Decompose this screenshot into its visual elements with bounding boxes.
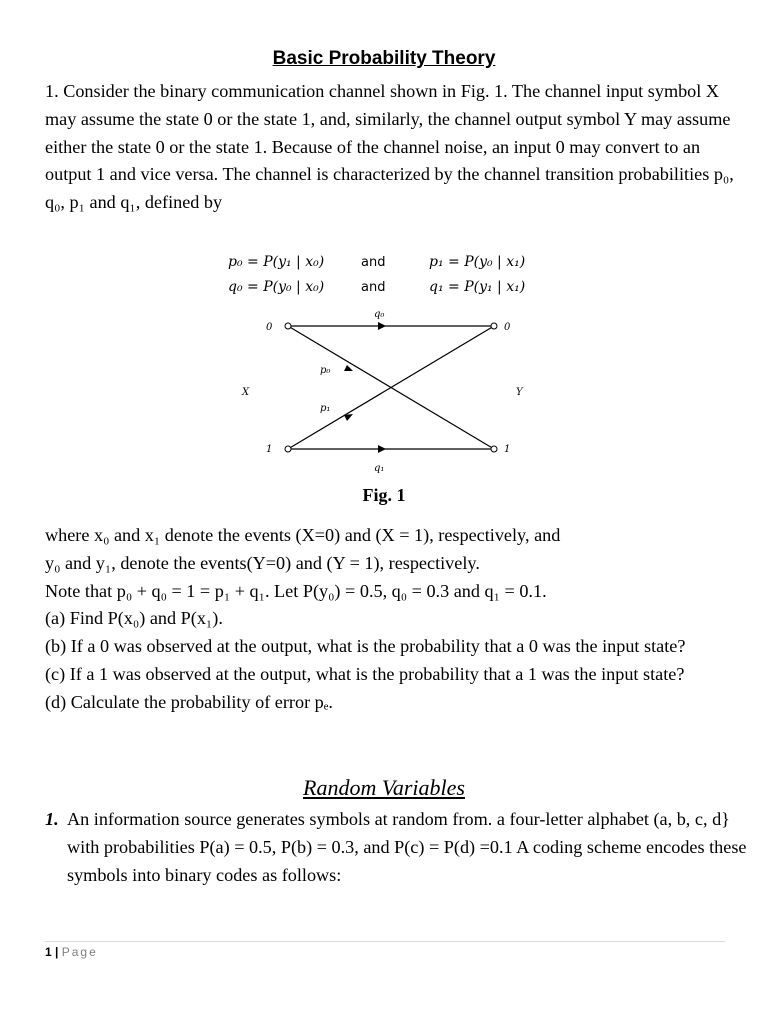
definition-p1: p₁ = P(y₀ | x₁) [429,254,526,270]
section-title: Random Variables [303,775,465,800]
random-variables-problem [45,806,755,889]
item-number: 1. [45,809,59,829]
problem-paragraph: Consider the binary communication channel shown in Fig. 1. The channel input symbol X may assume the state 0 or the state 1, and, similarly, the channel output symbol Y may assume either the state 0 or the state 1. Because of the channel noise, an input 0 may convert to an output 1 and vice versa. The channel is characterized by the channel transition probabilities p₀, q₀, p₁ and q₁, defined by [45,81,734,213]
arrow-p1 [344,414,353,421]
definition-q0: q₀ = P(y₀ | x₀) [228,279,325,295]
binary-channel-diagram [228,305,528,480]
text-line: where x₀ and x₁ denote the events (X=0) and (X = 1), respectively, and [45,525,561,545]
definition-row [228,275,558,300]
label-y: Y [516,387,523,398]
arrow-p0 [344,365,353,371]
footer-divider [45,941,725,942]
problem-1-text [45,78,735,217]
question-a: (a) Find P(x₀) and P(x₁). [45,608,223,629]
page-title: Basic Probability Theory [272,48,496,69]
node-input-0 [285,323,291,329]
problem-1-questions [45,522,745,717]
node-input-1 [285,446,291,452]
question-d: (d) Calculate the probability of error pₑ. [45,691,333,712]
item-text: An information source generates symbols at random from. a four-letter alphabet (a, b, c, d} with probabilities P(a) = 0.5, P(b) = 0.3, and P(c) = P(d) =0.1 A coding scheme encodes these symbols into binary codes as follows: [67,809,747,885]
label-p0: p₀ [320,365,331,376]
footer-page-number: 1 [45,945,52,959]
label-q0: q₀ [374,309,385,320]
label-input-0: 0 [266,322,273,333]
question-c: (c) If a 1 was observed at the output, what is the probability that a 1 was the input state? [45,663,685,684]
label-output-1: 1 [504,444,511,455]
definition-p0: p₀ = P(y₁ | x₀) [228,254,325,270]
arrow-q1 [378,445,386,453]
footer-separator: | [55,945,59,959]
node-output-0 [491,323,497,329]
arrow-q0 [378,322,386,330]
transition-definitions [228,250,558,300]
node-output-1 [491,446,497,452]
text-line: Note that p₀ + q₀ = 1 = p₁ + q₁. Let P(y₀) = 0.5, q₀ = 0.3 and q₁ = 0.1. [45,580,547,601]
label-p1: p₁ [320,403,331,414]
problem-number: 1. [45,81,59,101]
footer-page-label: Page [61,945,98,959]
definition-row [228,250,558,275]
label-input-1: 1 [266,444,273,455]
figure-caption: Fig. 1 [362,485,406,505]
label-q1: q₁ [374,463,385,474]
question-b: (b) If a 0 was observed at the output, what is the probability that a 0 was the input state? [45,636,686,657]
definition-conj: and [361,280,386,295]
list-item [45,806,755,889]
page-footer [45,945,98,959]
label-x: X [242,387,250,398]
label-output-0: 0 [504,322,511,333]
definition-q1: q₁ = P(y₁ | x₁) [429,279,526,295]
definition-conj: and [361,255,386,270]
text-line: y₀ and y₁, denote the events(Y=0) and (Y = 1), respectively. [45,552,480,573]
